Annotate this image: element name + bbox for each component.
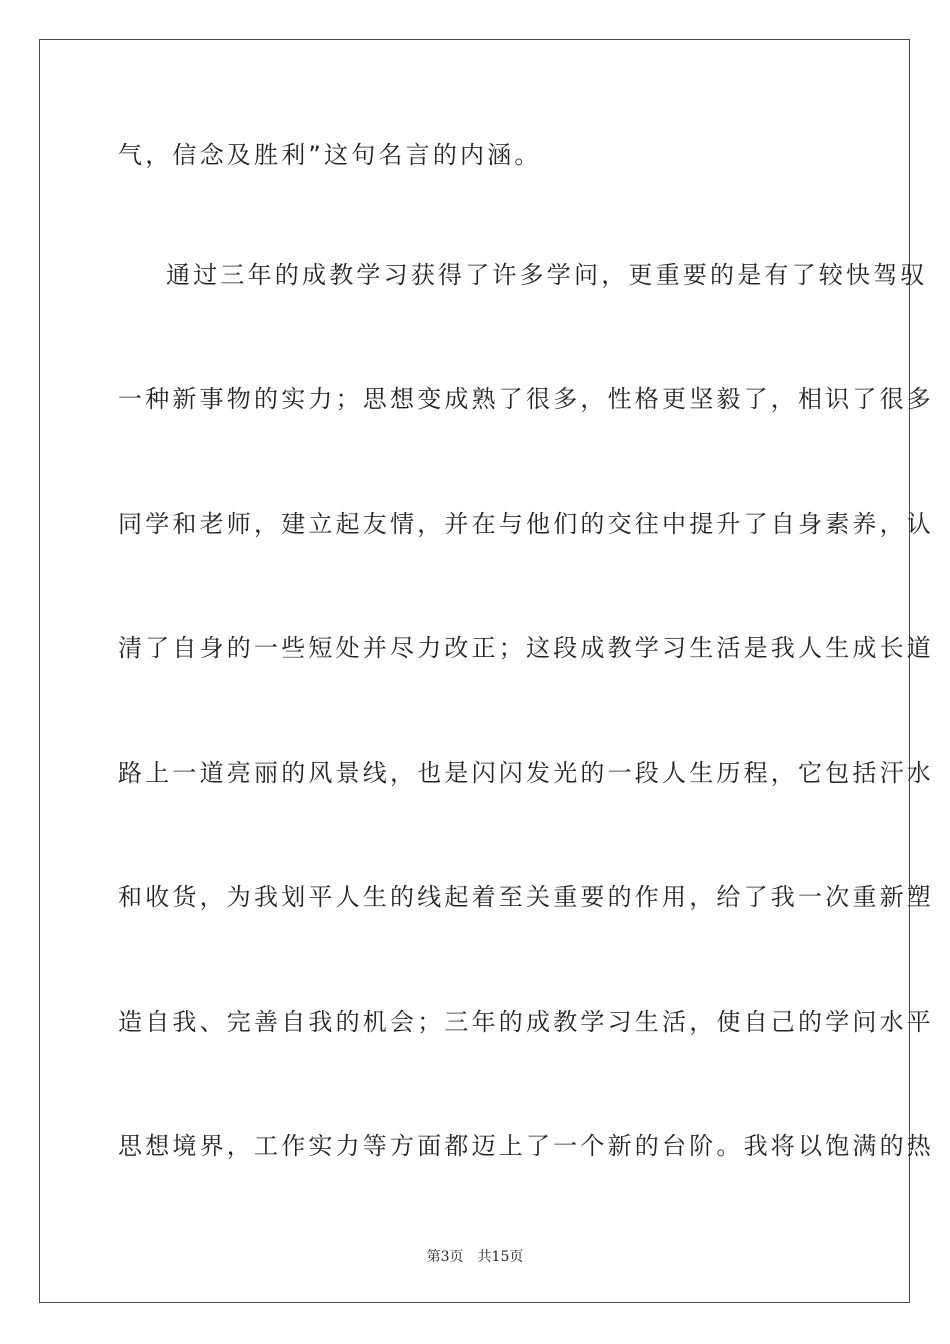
text-line: 气，信念及胜利”这句名言的内涵。 (118, 141, 542, 169)
text-line: 同学和老师，建立起友情，并在与他们的交往中提升了自身素养，认 (118, 510, 934, 538)
text-line: 一种新事物的实力；思想变成熟了很多，性格更坚毅了，相识了很多 (118, 385, 934, 413)
page-number: 第3页 (426, 1249, 464, 1265)
text-line: 造自我、完善自我的机会；三年的成教学习生活，使自己的学问水平 (118, 1008, 934, 1036)
page-footer (0, 1248, 950, 1266)
page-total: 共15页 (477, 1249, 524, 1265)
paragraph-first-line: 通过三年的成教学习获得了许多学问，更重要的是有了较快驾驭 (166, 261, 928, 289)
text-line: 清了自身的一些短处并尽力改正；这段成教学习生活是我人生成长道 (118, 634, 934, 662)
text-line: 和收货，为我划平人生的线起着至关重要的作用，给了我一次重新塑 (118, 883, 934, 911)
text-line: 思想境界，工作实力等方面都迈上了一个新的台阶。我将以饱满的热 (118, 1132, 934, 1160)
page-border (39, 39, 934, 1303)
text-line: 路上一道亮丽的风景线，也是闪闪发光的一段人生历程，它包括汗水 (118, 759, 934, 787)
